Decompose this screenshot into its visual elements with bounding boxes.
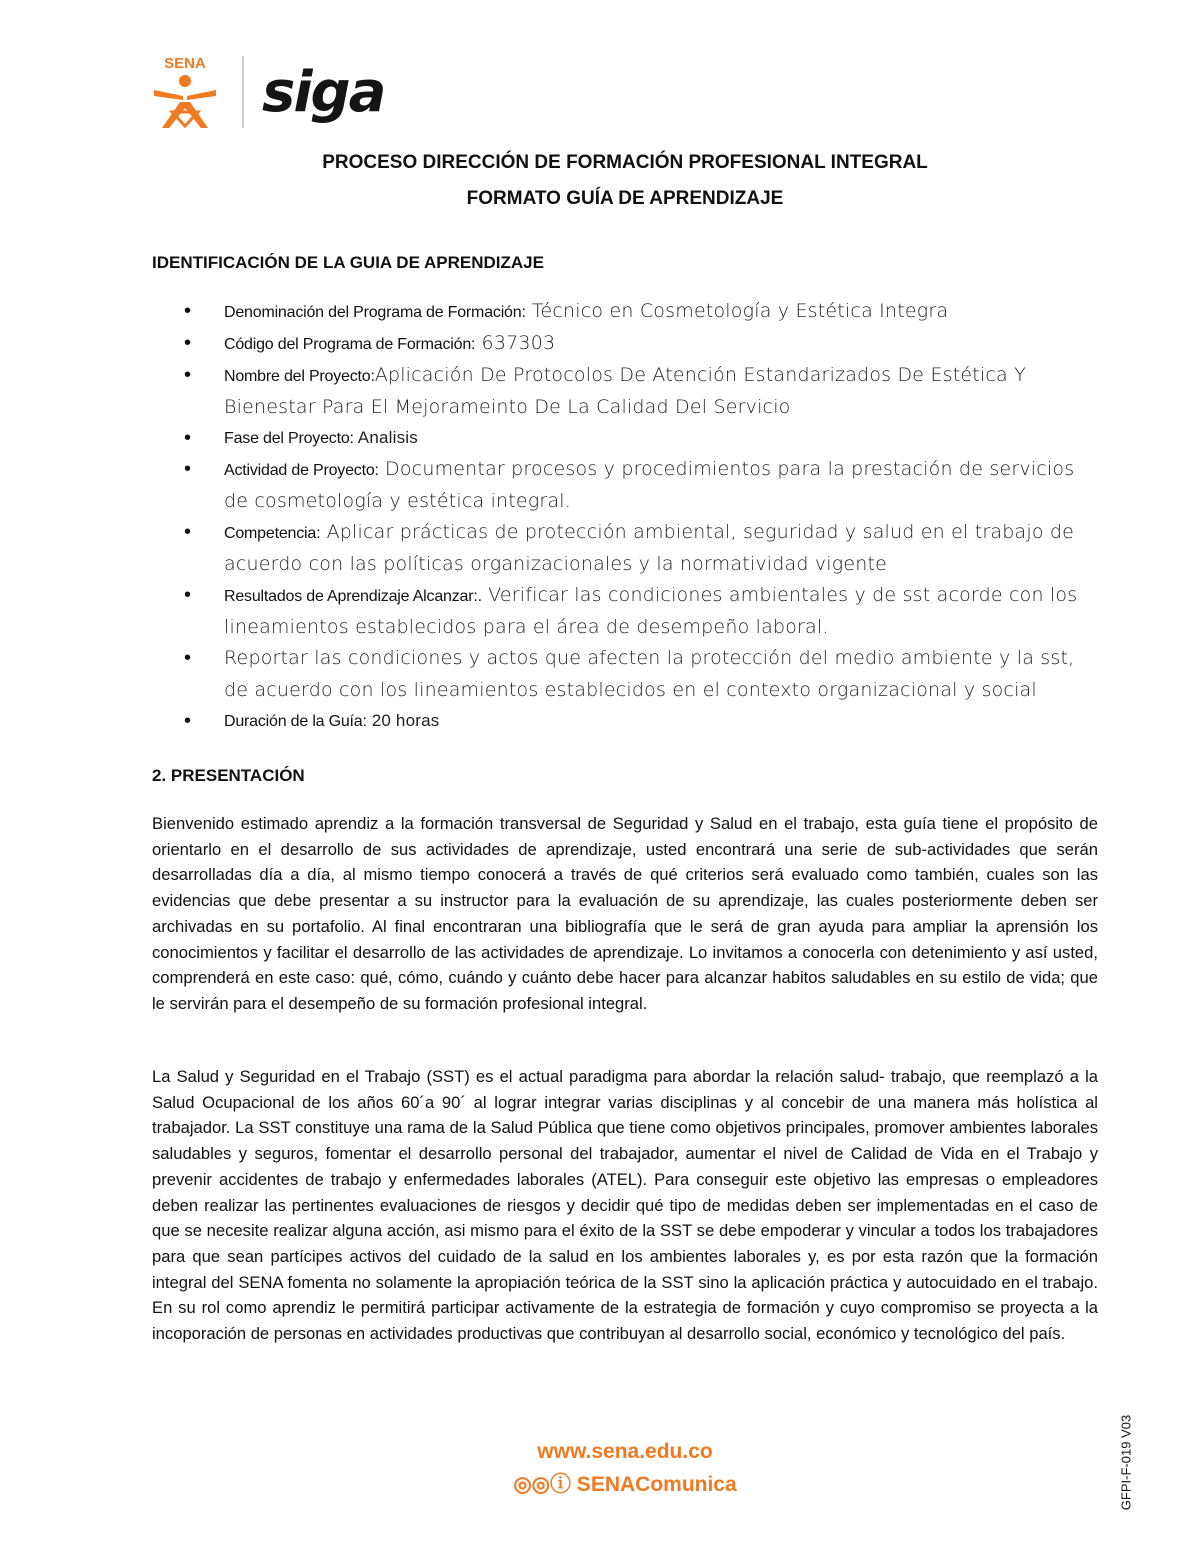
sena-figure-icon xyxy=(150,54,220,130)
item-value: 637303 xyxy=(475,332,556,354)
list-item xyxy=(152,328,1102,360)
item-value: Aplicación De Protocolos De Atención Estandarizados De Estética Y Bienestar Para El Mejorameinto De La Calidad Del Servicio xyxy=(224,364,1026,418)
item-value: Documentar procesos y procedimientos para la prestación de servicios de cosmetología y estética integral. xyxy=(224,458,1075,512)
document-title-process: PROCESO DIRECCIÓN DE FORMACIÓN PROFESIONAL INTEGRAL xyxy=(322,152,928,173)
item-label: Resultados de Aprendizaje Alcanzar:. xyxy=(224,588,482,605)
item-value: Reportar las condiciones y actos que afecten la protección del medio ambiente y la sst, de acuerdo con los lineamientos establecidos en el contexto organizacional y social xyxy=(224,647,1075,701)
list-item xyxy=(152,643,1102,706)
presentation-paragraph-1: Bienvenido estimado aprendiz a la formación transversal de Seguridad y Salud en el trabajo, esta guía tiene el propósito de orientarlo en el desarrollo de sus actividades de aprendizaje, usted encontrará una serie de sub-actividades que serán desarrolladas día a día, al mismo tiempo conocerá a través de qué criterios será evaluado como también, cuales son las evidencias que debe presentar a su instructor para la evaluación de su aprendizaje, las cuales posteriormente deben ser archivadas en su portafolio. Al final encontraran una bibliografía que le será de gran ayuda para ampliar la aprensión los conocimientos y facilitar el desarrollo de las actividades de aprendizaje. Lo invitamos a conocerla con detenimiento y así usted, comprenderá en este caso: qué, cómo, cuándo y cuánto debe hacer para alcanzar habitos saludables en su estilo de vida; que le servirán para el desempeño de su formación profesional integral. xyxy=(152,814,1098,1013)
footer-url: www.sena.edu.co xyxy=(537,1440,713,1463)
item-label: Fase del Proyecto: xyxy=(224,430,354,447)
sena-logo xyxy=(150,54,220,130)
siga-logo: siga xyxy=(262,59,385,125)
list-item xyxy=(152,580,1102,643)
presentation-heading: 2. PRESENTACIÓN xyxy=(152,766,305,785)
document-title-format: FORMATO GUÍA DE APRENDIZAJE xyxy=(466,188,784,209)
presentation-paragraph-2: La Salud y Seguridad en el Trabajo (SST) es el actual paradigma para abordar la relación salud- trabajo, que reemplazó a la Salud Ocupacional de los años 60´a 90´ al lograr integrar varias disciplinas y al concebir de una manera más holística al trabajador. La SST constituye una rama de la Salud Pública que tiene como objetivos principales, promover ambientes laborales saludables y seguros, fomentar el desarrollo personal del trabajador, aumentar el nivel de Calidad de Vida en el Trabajo y prevenir accidentes de trabajo y enfermedades laborales (ATEL). Para conseguir este objetivo las empresas o empleadores deben realizar las pertinentes evaluaciones de riesgos y decidir qué tipo de medidas deben ser implementadas en el caso de que se necesite realizar alguna acción, asi mismo para el éxito de la SST se debe empoderar y vincular a todos los trabajadores para que sean partícipes activos del cuidado de la salud en los ambientes laborales y, es por esta razón que la formación integral del SENA fomenta no solamente la apropiación teórica de la SST sino la aplicación práctica y autocuidado en el trabajo. En su rol como aprendiz le permitirá participar activamente de la estrategia de formación y cuyo compromiso se proyecta a la incoporación de personas en actividades productivas que contribuyan al desarrollo social, económico y tecnológico del país. xyxy=(152,1067,1098,1344)
item-label: Competencia: xyxy=(224,525,321,542)
list-item xyxy=(152,706,1102,737)
document-code: GFPI-F-019 V03 xyxy=(1118,1414,1134,1511)
item-label: Duración de la Guía: xyxy=(224,713,367,730)
sena-logo-text: SENA xyxy=(164,55,206,72)
item-value: Técnico en Cosmetología y Estética Integra xyxy=(525,300,949,322)
identification-heading: IDENTIFICACIÓN DE LA GUIA DE APRENDIZAJE xyxy=(152,253,544,272)
item-value: Verificar las condiciones ambientales y de sst acorde con los lineamientos establecidos para el área de desempeño laboral. xyxy=(224,584,1078,638)
list-item xyxy=(152,454,1102,517)
item-label: Código del Programa de Formación: xyxy=(224,336,476,353)
list-item xyxy=(152,360,1102,423)
logo-bar xyxy=(150,52,384,132)
list-item xyxy=(152,517,1102,580)
logo-divider xyxy=(242,56,244,128)
item-label: Actividad de Proyecto: xyxy=(224,462,379,479)
item-label: Nombre del Proyecto: xyxy=(224,368,375,385)
item-value: 20 horas xyxy=(366,711,440,730)
list-item xyxy=(152,423,1102,454)
footer-social: ◎◎ⓘ SENAComunica xyxy=(513,1473,737,1496)
item-label: Denominación del Programa de Formación: xyxy=(224,304,526,321)
item-value: Aplicar prácticas de protección ambiental, seguridad y salud en el trabajo de acuerdo con las políticas organizacionales y la normatividad vigente xyxy=(224,521,1075,575)
list-item xyxy=(152,296,1102,328)
item-value: Analisis xyxy=(353,428,418,447)
identification-list xyxy=(152,296,1102,737)
